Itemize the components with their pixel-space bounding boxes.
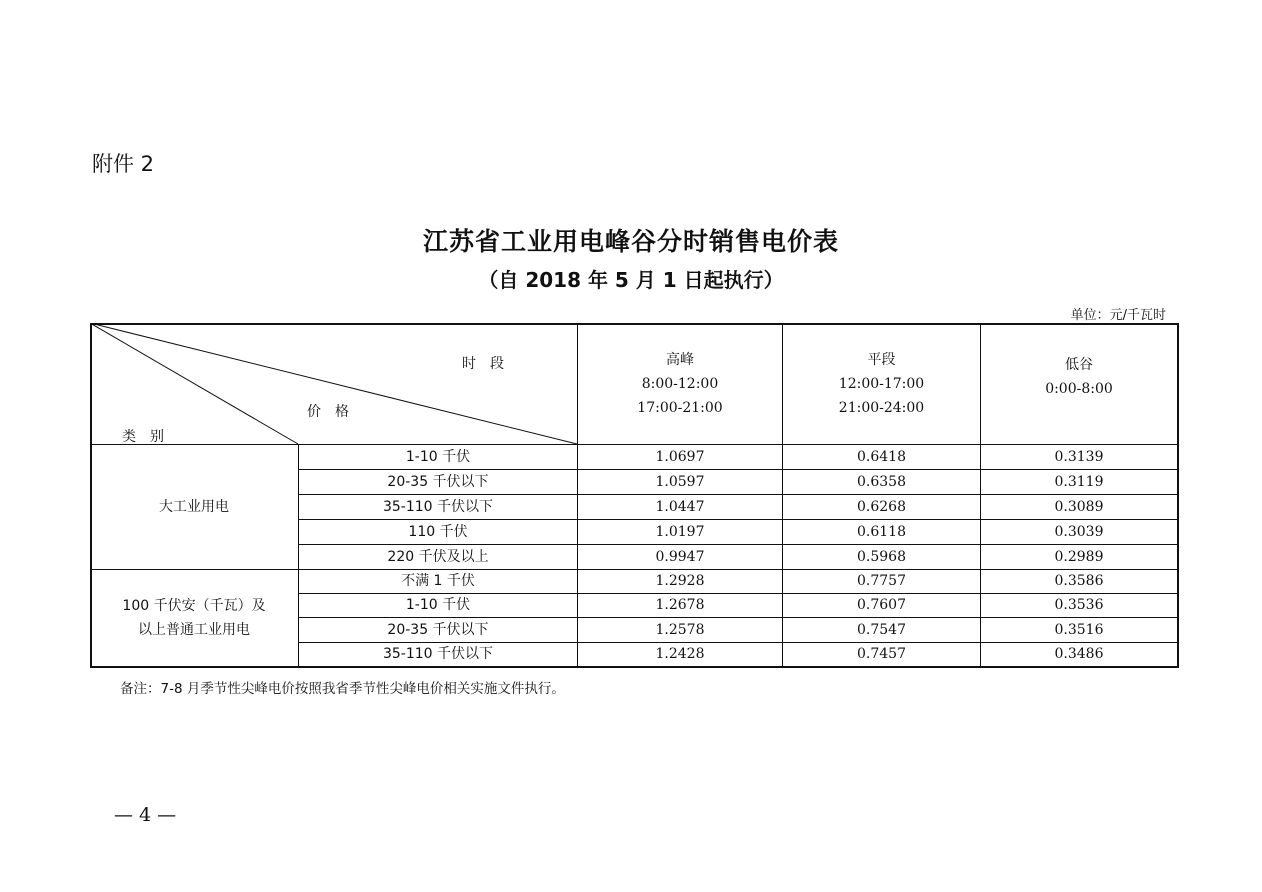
flat-price: 0.7757: [857, 573, 906, 590]
attachment-label: 附件 2: [92, 152, 155, 176]
column-header-flat: [783, 323, 980, 444]
flat-price: 0.5968: [857, 548, 906, 565]
flat-price: 0.6268: [857, 498, 906, 515]
flat-price: 0.6118: [857, 523, 906, 540]
flat-price: 0.6418: [857, 448, 906, 465]
document-title: 江苏省工业用电峰谷分时销售电价表: [422, 227, 839, 256]
voltage-level: 35-110 千伏以下: [382, 646, 494, 663]
group-category-general-industry: [90, 570, 298, 666]
peak-price: 1.0597: [655, 473, 705, 490]
valley-price: 0.3516: [1054, 621, 1104, 638]
valley-price: 0.3089: [1054, 498, 1104, 515]
group-category-large-industry: [90, 445, 298, 569]
voltage-level: 35-110 千伏以下: [382, 498, 494, 515]
peak-price: 0.9947: [655, 548, 705, 565]
valley-price: 0.3139: [1054, 448, 1104, 465]
table-border-bottom: [90, 666, 1178, 668]
column-header-name: 平段: [867, 351, 896, 368]
valley-price: 0.3586: [1054, 573, 1104, 590]
valley-price: 0.3039: [1054, 523, 1104, 540]
voltage-level: 20-35 千伏以下: [387, 621, 489, 638]
peak-price: 1.2578: [655, 621, 705, 638]
flat-price: 0.7607: [857, 597, 906, 614]
peak-price: 1.2678: [655, 597, 705, 614]
column-header-time: 8:00-12:00: [641, 375, 719, 392]
peak-price: 1.0197: [655, 523, 705, 540]
period-label: 时 段: [462, 356, 504, 372]
voltage-level: 不满 1 千伏: [401, 573, 475, 590]
document-subtitle: （自 2018 年 5 月 1 日起执行）: [478, 268, 784, 292]
valley-price: 0.2989: [1054, 548, 1104, 565]
valley-price: 0.3486: [1054, 646, 1104, 663]
page-number: — 4 —: [114, 804, 177, 826]
price-label: 价 格: [307, 404, 349, 420]
peak-price: 1.2428: [655, 646, 705, 663]
voltage-level: 110 千伏: [408, 523, 468, 540]
footnote: 备注：7-8 月季节性尖峰电价按照我省季节性尖峰电价相关实施文件执行。: [120, 681, 565, 697]
valley-price: 0.3119: [1054, 473, 1104, 490]
voltage-level: 20-35 千伏以下: [387, 473, 489, 490]
group-category-text: 100 千伏安（千瓦）及: [122, 598, 266, 614]
column-header-time: 0:00-8:00: [1045, 380, 1113, 397]
column-header-peak: [578, 323, 782, 444]
column-header-name: 低谷: [1065, 356, 1093, 373]
flat-price: 0.7457: [857, 646, 906, 663]
peak-price: 1.2928: [655, 573, 705, 590]
column-header-name: 高峰: [666, 351, 694, 368]
peak-price: 1.0697: [655, 448, 705, 465]
column-header-valley: [981, 323, 1177, 444]
flat-price: 0.6358: [857, 473, 906, 490]
column-header-time: 21:00-24:00: [838, 399, 925, 416]
column-header-time: 17:00-21:00: [637, 399, 723, 416]
voltage-level: 1-10 千伏: [405, 448, 471, 465]
category-label: 类 别: [122, 429, 164, 445]
flat-price: 0.7547: [857, 621, 906, 638]
group-category-text: 以上普通工业用电: [138, 622, 250, 638]
column-header-time: 12:00-17:00: [838, 375, 925, 392]
group-category-text: 大工业用电: [159, 498, 229, 515]
valley-price: 0.3536: [1054, 597, 1104, 614]
peak-price: 1.0447: [655, 498, 705, 515]
unit-label: 单位：元/千瓦时: [1070, 308, 1166, 323]
price-table: [90, 323, 1178, 668]
voltage-level: 1-10 千伏: [405, 597, 471, 614]
voltage-level: 220 千伏及以上: [387, 548, 489, 565]
